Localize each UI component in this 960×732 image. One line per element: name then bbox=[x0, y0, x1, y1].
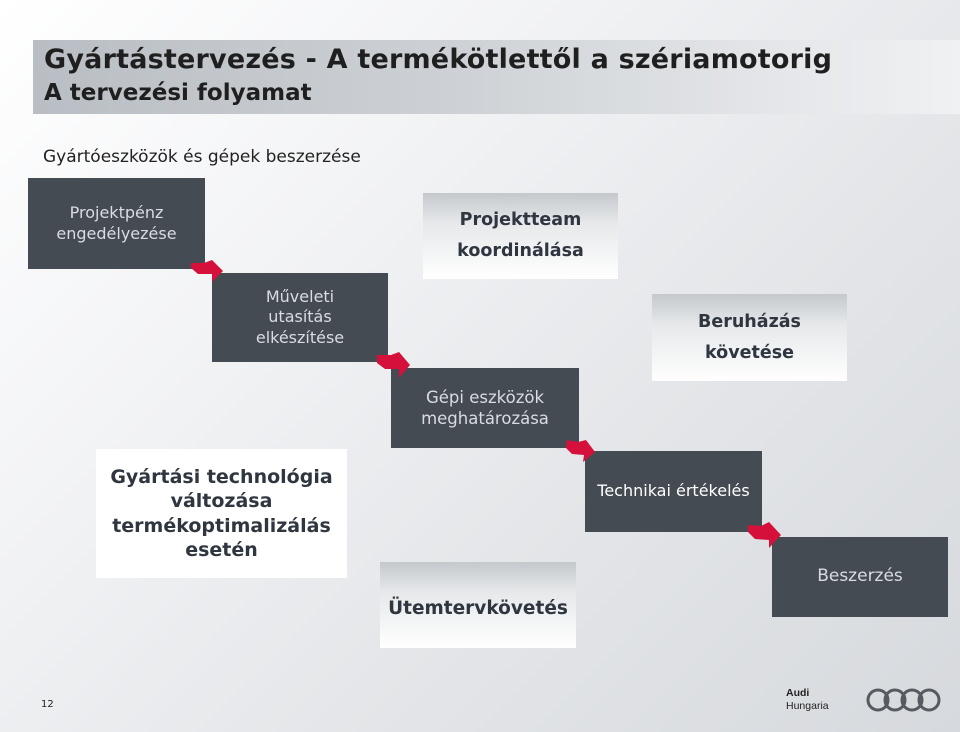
step-projektpenz: Projektpénz engedélyezése bbox=[28, 178, 205, 269]
arrow-right-down-icon bbox=[747, 520, 783, 550]
step-beszerzes: Beszerzés bbox=[772, 537, 948, 617]
audi-rings-icon bbox=[866, 686, 942, 714]
brand-subname: Hungaria bbox=[786, 699, 829, 712]
step-gepi: Gépi eszközök meghatározása bbox=[391, 368, 579, 448]
section-title: Gyártóeszközök és gépek beszerzése bbox=[43, 147, 361, 167]
step-muveleti: Műveleti utasítás elkészítése bbox=[212, 273, 388, 362]
page-number: 12 bbox=[41, 699, 54, 710]
step-utemterv: Ütemtervkövetés bbox=[380, 562, 576, 648]
page-title: Gyártástervezés - A termékötlettől a szériamotorig bbox=[44, 44, 833, 75]
arrow-right-down-icon bbox=[376, 349, 412, 381]
brand-logo-text bbox=[786, 687, 829, 712]
brand-name: Audi bbox=[786, 687, 810, 699]
step-technikai: Technikai értékelés bbox=[585, 451, 762, 532]
arrow-right-down-icon bbox=[190, 256, 226, 286]
step-gyartasi: Gyártási technológia változása termékoptimalizálás esetén bbox=[96, 449, 347, 578]
step-beruhazas: Beruházás követése bbox=[652, 294, 847, 381]
arrow-right-down-icon bbox=[564, 439, 598, 465]
page-subtitle: A tervezési folyamat bbox=[44, 80, 312, 106]
step-projektteam: Projektteam koordinálása bbox=[423, 193, 618, 279]
